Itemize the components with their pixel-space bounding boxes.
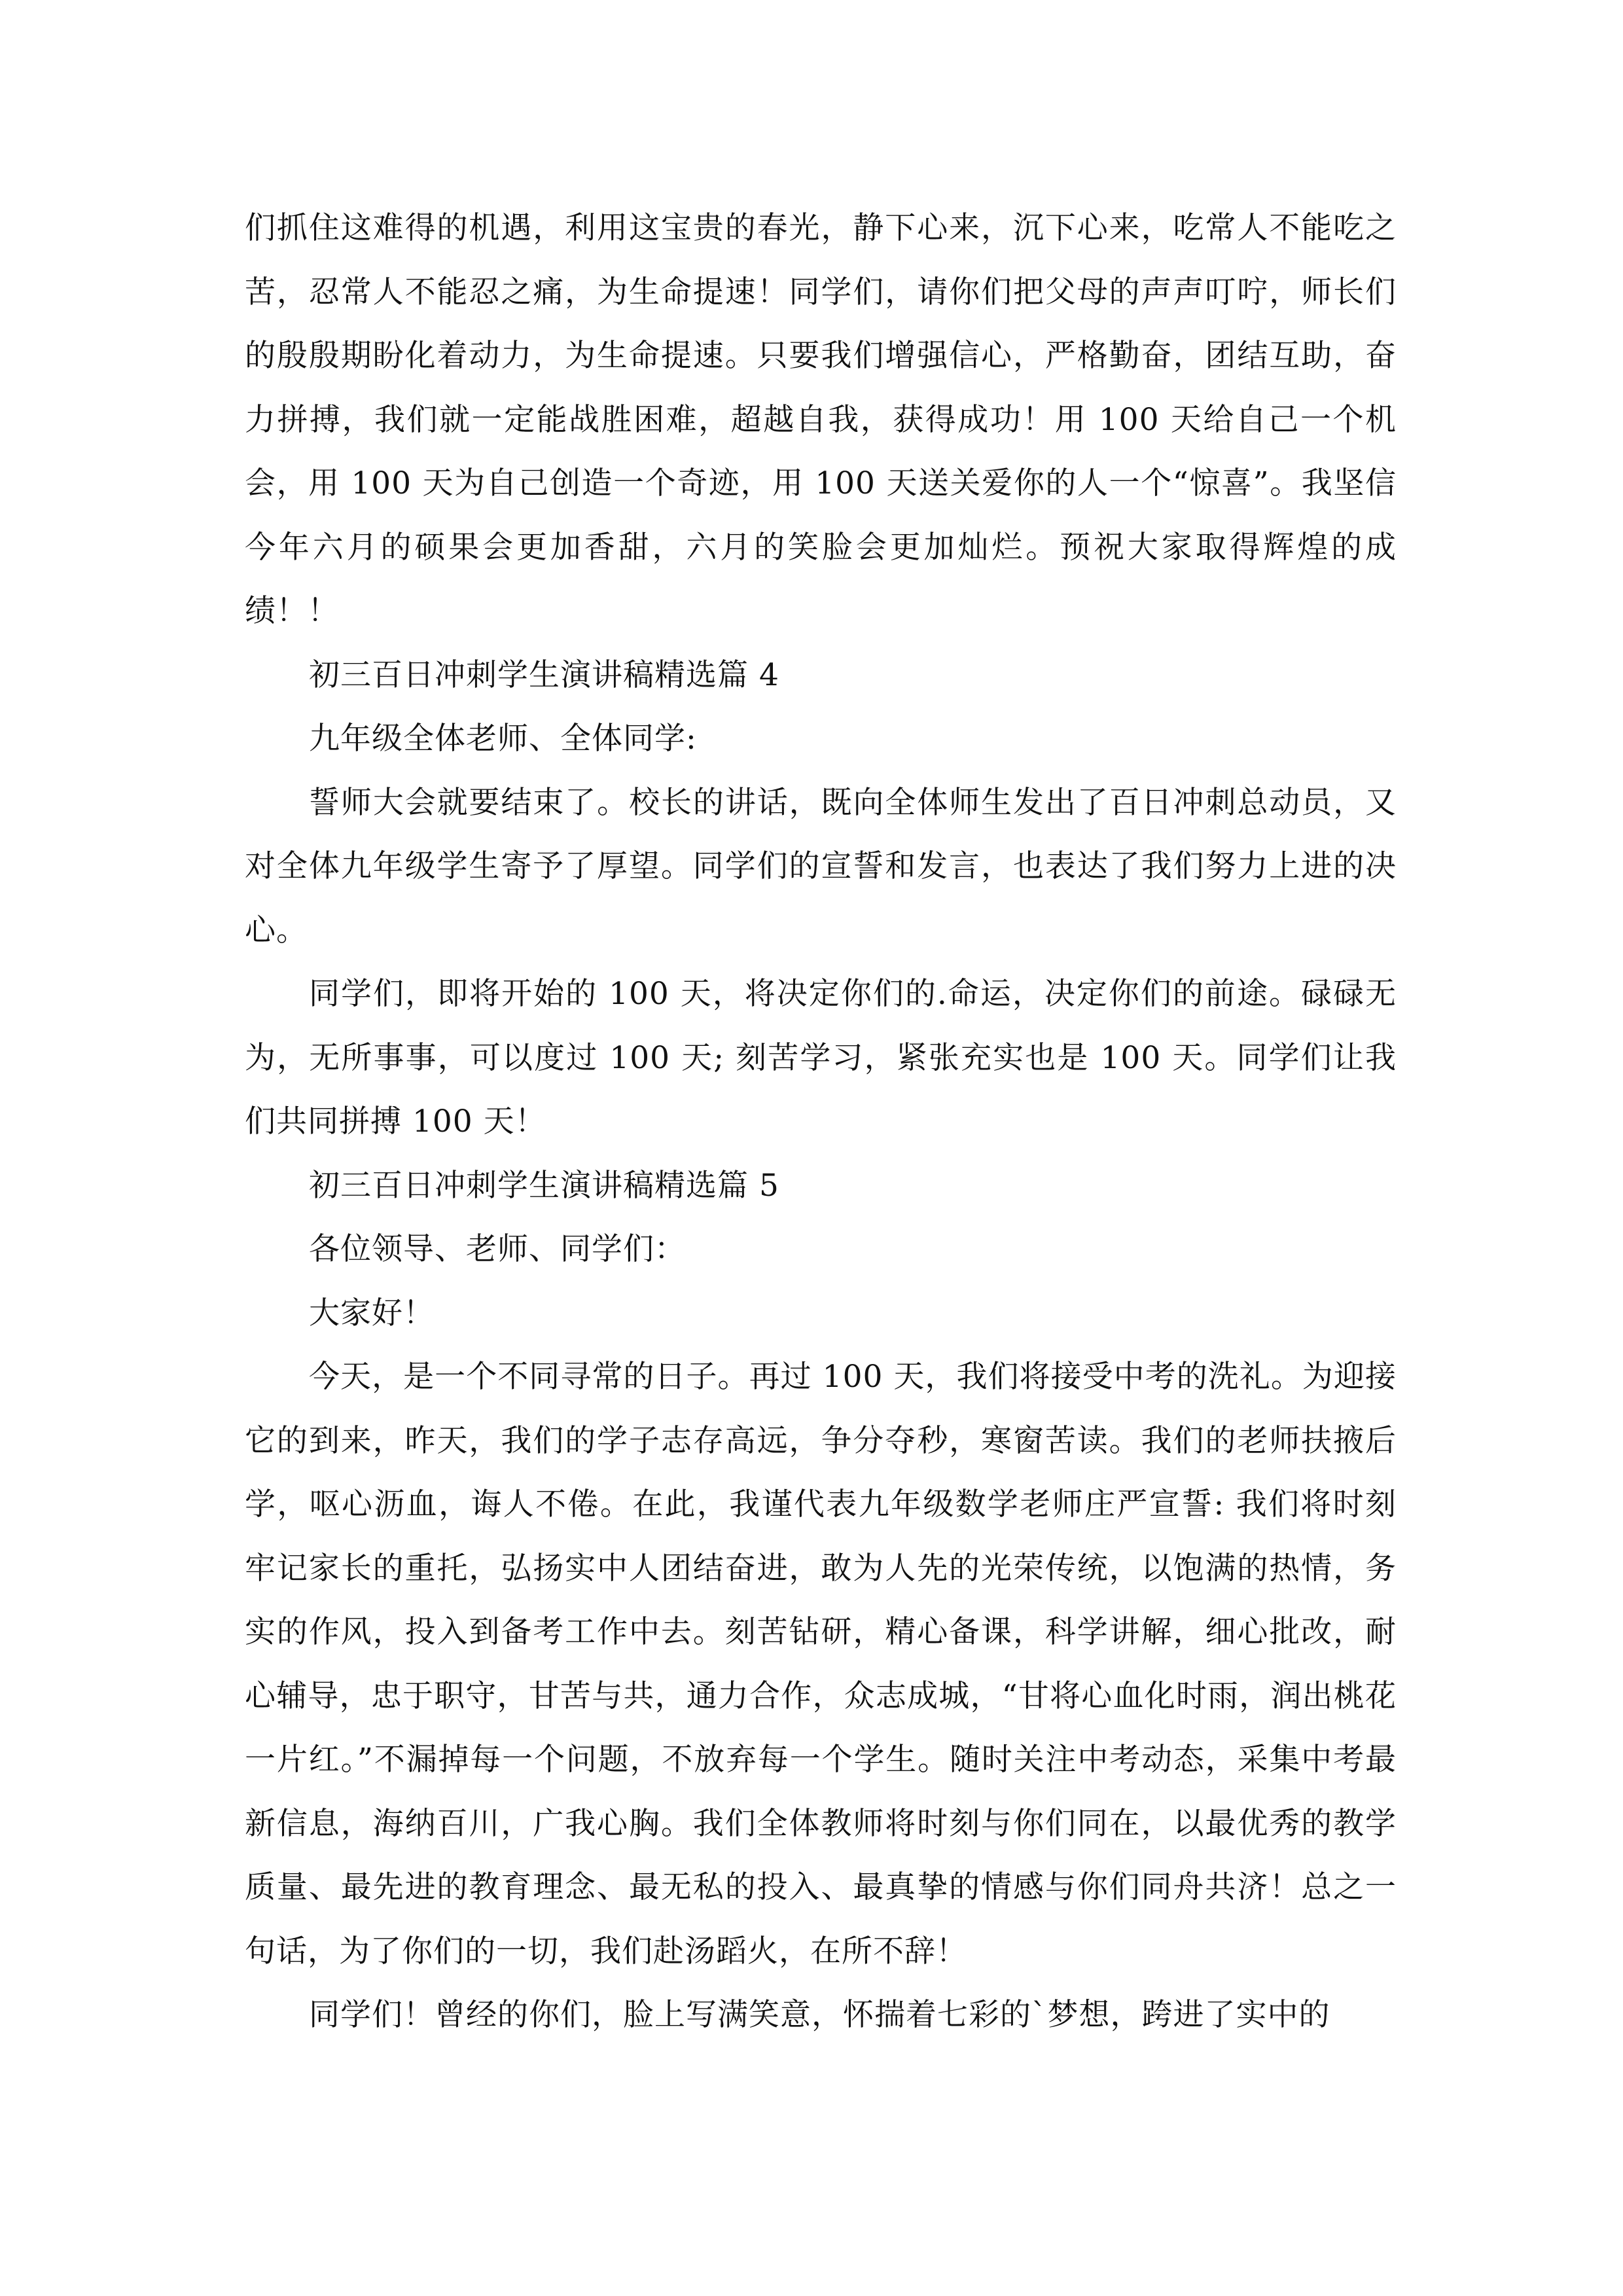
section-heading-5: 初三百日冲刺学生演讲稿精选篇 5 xyxy=(309,1167,779,1204)
paragraph-continuation: 们抓住这难得的机遇，利用这宝贵的春光，静下心来，沉下心来，吃常人不能吃之苦，忍常人不能忍之痛，为生命提速！同学们，请你们把父母的声声叮咛，师长们的殷殷期盼化着动力，为生命提速。只要我们增强信心，严格勤奋，团结互助，奋力拼搏，我们就一定能战胜困难，超越自我，获得成功！用 100 天给自己一个机会，用 100 天为自己创造一个奇迹，用 100 天送关爱你的人一个“惊喜”。我坚信今年六月的硕果会更加香甜，六月的笑脸会更加灿烂。预祝大家取得辉煌的成绩！！ xyxy=(245,210,1397,629)
body-paragraph: 今天，是一个不同寻常的日子。再过 100 天，我们将接受中考的洗礼。为迎接它的到来，昨天，我们的学子志存高远，争分夺秒，寒窗苦读。我们的老师扶掖后学，呕心沥血，诲人不倦。在此，我谨代表九年级数学老师庄严宣誓: 我们将时刻牢记家长的重托，弘扬实中人团结奋进，敢为人先的光荣传统，以饱满的热情，务实的作风，投入到备考工作中去。刻苦钻研，精心备课，科学讲解，细心批改，耐心辅导，忠于职守，甘苦与共，通力合作，众志成城，“甘将心血化时雨，润出桃花一片红。”不漏掉每一个问题，不放弃每一个学生。随时关注中考动态，采集中考最新信息，海纳百川，广我心胸。我们全体教师将时刻与你们同在，以最优秀的教学质量、最先进的教育理念、最无私的投入、最真挚的情感与你们同舟共济！总之一句话，为了你们的一切，我们赴汤蹈火，在所不辞！ xyxy=(245,1359,1397,1969)
salutation-paragraph: 各位领导、老师、同学们： xyxy=(309,1231,686,1267)
section-heading-4: 初三百日冲刺学生演讲稿精选篇 4 xyxy=(309,656,779,693)
greeting-paragraph: 大家好！ xyxy=(309,1295,435,1331)
body-paragraph-truncated: 同学们！曾经的你们，脸上写满笑意，怀揣着七彩的`梦想，跨进了实中的 xyxy=(309,1997,1330,2033)
body-paragraph: 誓师大会就要结束了。校长的讲话，既向全体师生发出了百日冲刺总动员，又对全体九年级学生寄予了厚望。同学们的宣誓和发言，也表达了我们努力上进的决心。 xyxy=(245,784,1397,948)
body-paragraph: 同学们，即将开始的 100 天，将决定你们的.命运，决定你们的前途。碌碌无为，无所事事，可以度过 100 天; 刻苦学习，紧张充实也是 100 天。同学们让我们共同拼搏 100 天！ xyxy=(245,976,1397,1139)
document-body xyxy=(245,196,1397,2047)
salutation-paragraph: 九年级全体老师、全体同学: xyxy=(309,721,697,757)
